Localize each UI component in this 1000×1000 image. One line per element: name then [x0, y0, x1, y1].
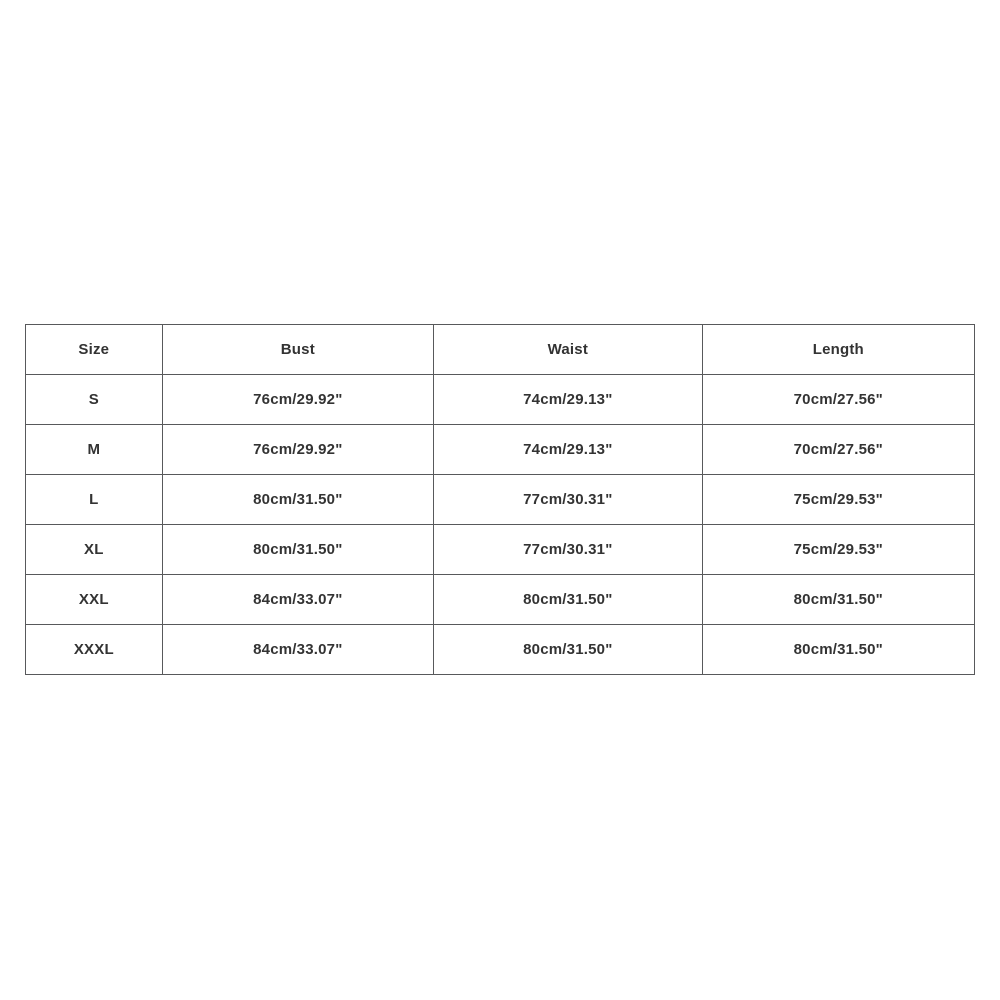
measurement-cell: 80cm/31.50" [702, 575, 974, 625]
header-row [26, 325, 975, 375]
table-row [26, 625, 975, 675]
table-row [26, 425, 975, 475]
measurement-cell: 77cm/30.31" [434, 475, 703, 525]
table-row [26, 375, 975, 425]
table-row [26, 575, 975, 625]
size-label-cell: S [26, 375, 163, 425]
measurement-cell: 74cm/29.13" [434, 375, 703, 425]
table-row [26, 525, 975, 575]
column-header-length: Length [702, 325, 974, 375]
measurement-cell: 76cm/29.92" [162, 425, 433, 475]
size-label-cell: L [26, 475, 163, 525]
size-chart-header [26, 325, 975, 375]
measurement-cell: 75cm/29.53" [702, 475, 974, 525]
measurement-cell: 75cm/29.53" [702, 525, 974, 575]
size-label-cell: M [26, 425, 163, 475]
measurement-cell: 84cm/33.07" [162, 575, 433, 625]
size-chart-table [25, 324, 975, 675]
size-chart-container [25, 324, 975, 675]
column-header-waist: Waist [434, 325, 703, 375]
size-label-cell: XL [26, 525, 163, 575]
measurement-cell: 80cm/31.50" [162, 475, 433, 525]
table-row [26, 475, 975, 525]
measurement-cell: 80cm/31.50" [434, 625, 703, 675]
measurement-cell: 84cm/33.07" [162, 625, 433, 675]
measurement-cell: 80cm/31.50" [434, 575, 703, 625]
size-label-cell: XXL [26, 575, 163, 625]
measurement-cell: 70cm/27.56" [702, 375, 974, 425]
measurement-cell: 80cm/31.50" [162, 525, 433, 575]
size-chart-body [26, 375, 975, 675]
measurement-cell: 70cm/27.56" [702, 425, 974, 475]
measurement-cell: 74cm/29.13" [434, 425, 703, 475]
measurement-cell: 80cm/31.50" [702, 625, 974, 675]
size-label-cell: XXXL [26, 625, 163, 675]
column-header-bust: Bust [162, 325, 433, 375]
measurement-cell: 76cm/29.92" [162, 375, 433, 425]
measurement-cell: 77cm/30.31" [434, 525, 703, 575]
column-header-size: Size [26, 325, 163, 375]
